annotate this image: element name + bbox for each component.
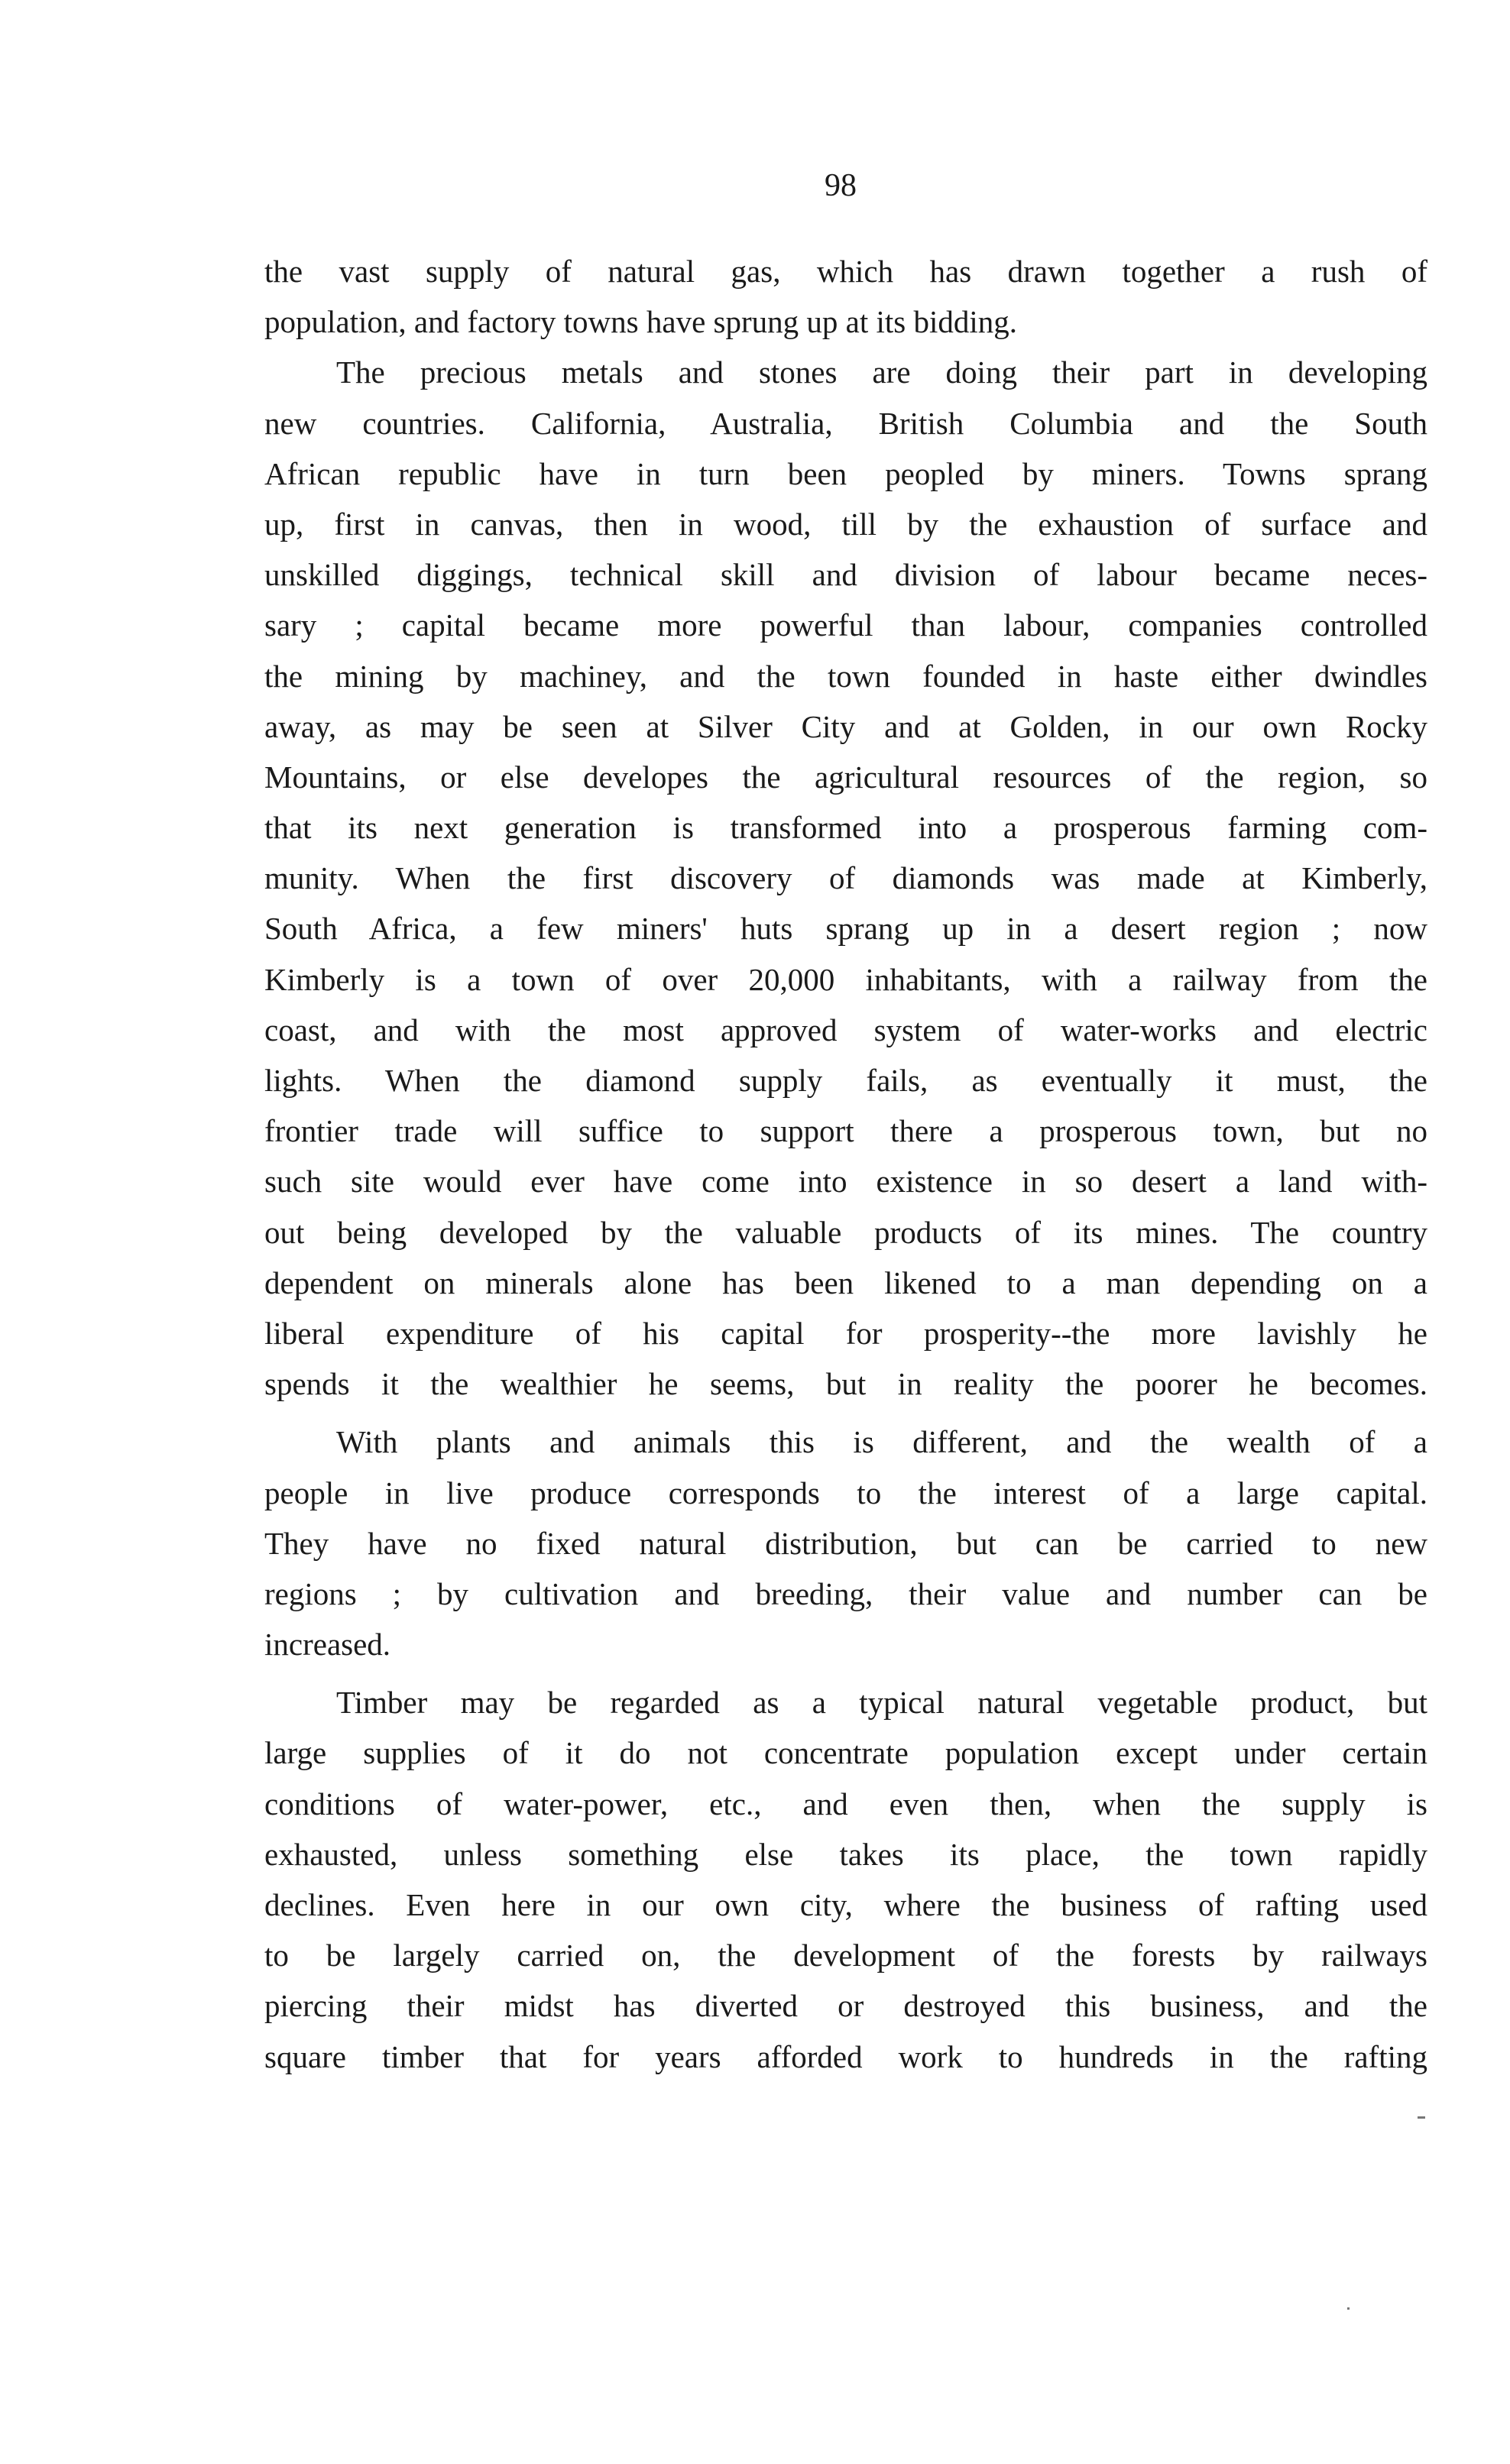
text-line: to be largely carried on, the development of the forests by railways xyxy=(264,1938,1427,1973)
text-line: regions ; by cultivation and breeding, their value and number can be xyxy=(264,1575,1427,1611)
text-line: sary ; capital became more powerful than labour, companies controlled xyxy=(264,607,1427,643)
text-line: spends it the wealthier he seems, but in reality the poorer he becomes. xyxy=(264,1366,1427,1402)
text-line: coast, and with the most approved system of water-works and electric xyxy=(264,1012,1427,1047)
scan-speck xyxy=(1418,2116,1425,2119)
text-line: that its next generation is transformed into a prosperous farming com- xyxy=(264,810,1427,846)
text-line: such site would ever have come into existence in so desert a land with- xyxy=(264,1164,1427,1200)
paragraph xyxy=(264,1677,1427,2082)
paragraph xyxy=(264,347,1427,1409)
text-line: new countries. California, Australia, British Columbia and the South xyxy=(264,405,1427,441)
text-line: South Africa, a few miners' huts sprang up in a desert region ; now xyxy=(264,911,1427,947)
text-line: population, and factory towns have sprung up at its bidding. xyxy=(264,304,1017,340)
text-line: African republic have in turn been peopled by miners. Towns sprang xyxy=(264,455,1427,491)
scan-speck xyxy=(1347,2307,1350,2310)
text-line: square timber that for years afforded work to hundreds in the rafting xyxy=(264,2038,1427,2074)
page-body xyxy=(264,246,1427,2082)
text-line: Kimberly is a town of over 20,000 inhabitants, with a railway from the xyxy=(264,961,1427,997)
text-line: conditions of water-power, etc., and even then, when the supply is xyxy=(264,1786,1427,1821)
text-line: munity. When the first discovery of diamonds was made at Kimberly, xyxy=(264,860,1427,896)
page-number: 98 xyxy=(825,168,857,203)
text-line: large supplies of it do not concentrate population except under certain xyxy=(264,1735,1427,1771)
text-line: the mining by machiney, and the town founded in haste either dwindles xyxy=(264,658,1427,694)
text-line: The precious metals and stones are doing their part in developing xyxy=(336,355,1427,390)
text-line: out being developed by the valuable products of its mines. The country xyxy=(264,1214,1427,1250)
text-line: lights. When the diamond supply fails, as eventually it must, the xyxy=(264,1063,1427,1098)
text-line: Timber may be regarded as a typical natural vegetable product, but xyxy=(336,1685,1427,1721)
text-line: frontier trade will suffice to support there a prosperous town, but no xyxy=(264,1113,1427,1149)
text-line: up, first in canvas, then in wood, till by the exhaustion of surface and xyxy=(264,506,1427,542)
text-line: liberal expenditure of his capital for prosperity--the more lavishly he xyxy=(264,1315,1427,1351)
paragraph-gap xyxy=(264,1409,1427,1417)
text-line: With plants and animals this is different, and the wealth of a xyxy=(336,1424,1427,1460)
text-line: Mountains, or else developes the agricultural resources of the region, so xyxy=(264,759,1427,795)
text-line: people in live produce corresponds to the interest of a large capital. xyxy=(264,1475,1427,1510)
text-line: dependent on minerals alone has been likened to a man depending on a xyxy=(264,1264,1427,1300)
paragraph xyxy=(264,1417,1427,1669)
text-line: unskilled diggings, technical skill and division of labour became neces- xyxy=(264,557,1427,593)
text-line: exhausted, unless something else takes its place, the town rapidly xyxy=(264,1836,1427,1872)
text-line: away, as may be seen at Silver City and at Golden, in our own Rocky xyxy=(264,708,1427,744)
text-line: They have no fixed natural distribution, but can be carried to new xyxy=(264,1525,1427,1561)
text-line: piercing their midst has diverted or destroyed this business, and the xyxy=(264,1988,1427,2024)
text-line: increased. xyxy=(264,1627,391,1663)
text-line: the vast supply of natural gas, which has drawn together a rush of xyxy=(264,254,1427,289)
paragraph xyxy=(264,246,1427,347)
paragraph-gap xyxy=(264,1669,1427,1677)
text-line: declines. Even here in our own city, where the business of rafting used xyxy=(264,1887,1427,1922)
